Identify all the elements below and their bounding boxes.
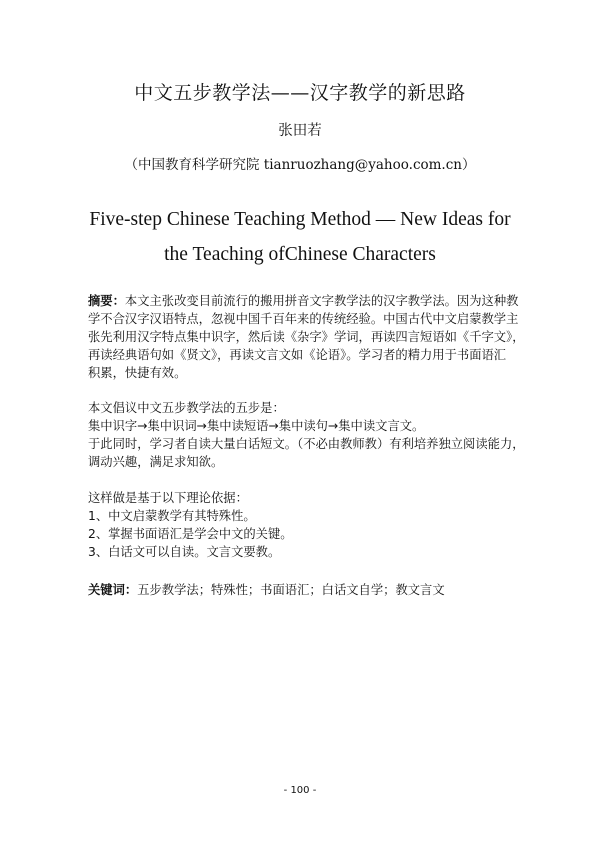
page-number: - 100 - [283,785,317,796]
theory-basis-section [88,489,518,561]
five-steps-line: 本文倡议中文五步教学法的五步是： [88,401,285,415]
abstract-label: 摘要： [88,294,125,308]
abstract-line: 积累，快捷有效。 [88,366,187,380]
paper-title-chinese: 中文五步教学法——汉字教学的新思路 [134,82,466,104]
abstract-text: 本文主张改变目前流行的搬用拼音文字教学法的汉字教学法。因为这种教 [124,294,519,308]
paper-title-english [0,202,600,272]
basis-line: 2、掌握书面语汇是学会中文的关键。 [88,527,293,541]
five-steps-line: 于此同时，学习者自读大量白话短文。（不必由教师教）有利培养独立阅读能力， [88,437,525,451]
five-steps-line: 调动兴趣，满足求知欲。 [88,455,224,469]
basis-line: 这样做是基于以下理论依据： [88,491,248,505]
abstract-line: 再读经典语句如《贤文》，再读文言文如《论语》。学习者的精力用于书面语汇 [88,348,507,362]
basis-line: 3、白话文可以自读。文言文要教。 [88,545,281,559]
title-en-line: Five-step Chinese Teaching Method — New Ideas for [89,209,511,230]
keywords-text: 五步教学法；特殊性；书面语汇；白话文自学；教文言文 [137,583,445,597]
five-steps-section [88,399,525,471]
abstract-line: 张先利用汉字特点集中识字，然后读《杂字》学词，再读四言短语如《千字文》， [88,330,525,344]
keywords-line [88,581,518,599]
abstract-line [88,292,518,310]
keywords-section [88,581,518,599]
author-affiliation: （中国教育科学研究院 tianruozhang@yahoo.com.cn） [124,157,476,173]
basis-line: 1、中文启蒙教学有其特殊性。 [88,509,256,523]
five-steps-line: 集中识字→集中识词→集中读短语→集中读句→集中读文言文。 [88,419,425,433]
abstract-line: 学不合汉字汉语特点，忽视中国千百年来的传统经验。中国古代中文启蒙教学主 [88,312,519,326]
author-name: 张田若 [278,123,322,139]
title-en-line: the Teaching ofChinese Characters [164,244,436,265]
keywords-label: 关键词： [88,583,138,597]
abstract-section [88,292,525,382]
